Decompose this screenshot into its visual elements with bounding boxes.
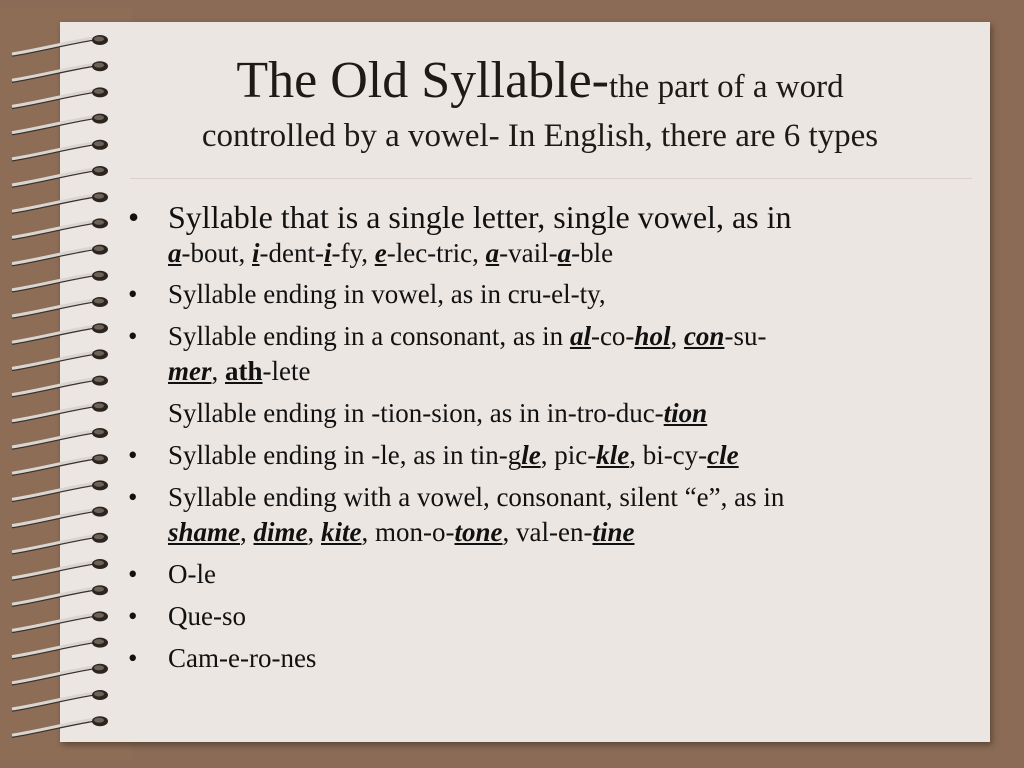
bullet-list xyxy=(128,198,968,683)
list-item-continuation: Syllable ending in -tion-sion, as in in-tro-duc-tion xyxy=(168,398,708,428)
bullet-marker: • xyxy=(128,321,138,351)
title-main: The Old Syllable- xyxy=(236,52,609,109)
list-item: • Syllable ending in a consonant, as in al-co-hol, con-su- mer, ath-lete xyxy=(128,321,767,386)
spiral-ring xyxy=(12,480,108,501)
title-subtitle-line2: controlled by a vowel- In English, there are 6 types xyxy=(201,118,879,154)
bullet-marker: • xyxy=(128,440,138,470)
spiral-ring xyxy=(12,611,108,632)
spiral-ring xyxy=(12,454,108,475)
spiral-ring xyxy=(12,716,108,737)
title-divider xyxy=(130,178,972,179)
bullet-marker: • xyxy=(128,482,138,512)
slide-title xyxy=(110,52,970,158)
spiral-ring xyxy=(12,166,108,187)
bullet-marker: • xyxy=(128,601,138,631)
list-item: • Syllable that is a single letter, single vowel, as in a-bout, i-dent-i-fy, e-lec-tric, a-vail-a-ble xyxy=(128,199,792,268)
spiral-ring xyxy=(12,402,108,423)
spiral-ring xyxy=(12,218,108,239)
spiral-ring xyxy=(12,323,108,344)
bullet-marker: • xyxy=(128,559,138,589)
spiral-ring xyxy=(12,192,108,213)
spiral-ring xyxy=(12,140,108,161)
spiral-ring xyxy=(12,376,108,397)
spiral-ring xyxy=(12,585,108,606)
list-item: • O-le xyxy=(128,557,968,592)
spiral-binding xyxy=(8,26,118,746)
spiral-ring xyxy=(12,559,108,580)
spiral-ring xyxy=(12,271,108,292)
spiral-ring xyxy=(12,114,108,135)
spiral-ring xyxy=(12,664,108,685)
list-item: • Que-so xyxy=(128,599,968,634)
bullet-marker: • xyxy=(128,643,138,673)
spiral-ring xyxy=(12,428,108,449)
spiral-ring xyxy=(12,533,108,554)
list-item: • Syllable ending with a vowel, consonant, silent “e”, as in shame, dime, kite, mon-o-tone, val-en-tine xyxy=(128,482,785,547)
spiral-ring xyxy=(12,297,108,318)
spiral-ring xyxy=(12,61,108,82)
bullet-marker: • xyxy=(128,279,138,309)
title-subtitle-inline: the part of a word xyxy=(609,69,844,105)
bullet-marker: • xyxy=(128,199,140,235)
spiral-ring xyxy=(12,349,108,370)
spiral-ring xyxy=(12,638,108,659)
spiral-ring xyxy=(12,690,108,711)
spiral-ring xyxy=(12,35,108,56)
list-item: • Syllable ending in -le, as in tin-gle, pic-kle, bi-cy-cle xyxy=(128,438,968,473)
spiral-ring xyxy=(12,87,108,108)
list-item: • Cam-e-ro-nes xyxy=(128,641,968,676)
spiral-ring xyxy=(12,507,108,528)
list-item: • Syllable ending in vowel, as in cru-el-ty, xyxy=(128,277,968,312)
spiral-ring xyxy=(12,245,108,266)
